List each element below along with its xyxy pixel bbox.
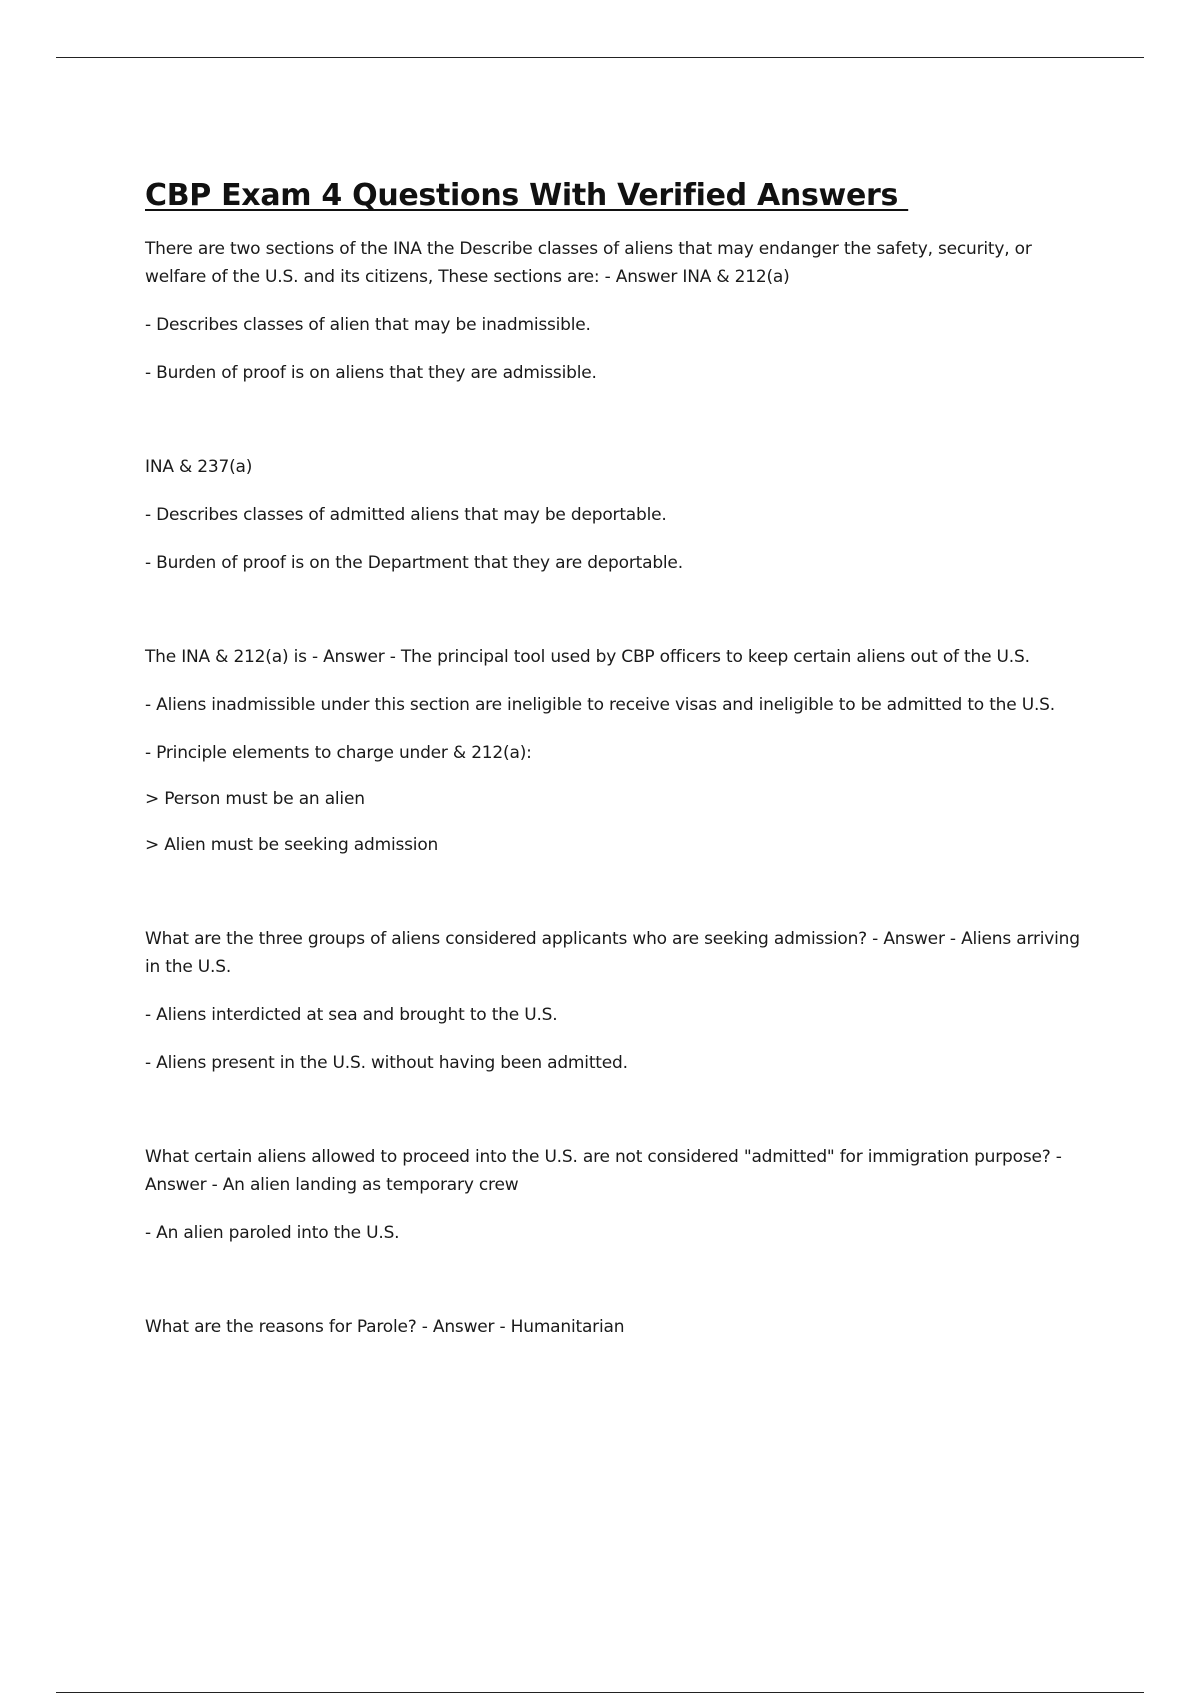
page-top-rule xyxy=(56,57,1144,58)
answer-bullet: > Person must be an alien xyxy=(145,789,365,809)
answer-bullet: - Describes classes of alien that may be inadmissible. xyxy=(145,315,591,335)
question-paragraph: What are the reasons for Parole? - Answer - Humanitarian xyxy=(145,1317,625,1337)
document-title: CBP Exam 4 Questions With Verified Answers xyxy=(145,178,909,213)
question-paragraph: What are the three groups of aliens considered applicants who are seeking admission? - Answer - Aliens arriving in the U.S. xyxy=(145,929,1080,977)
answer-bullet: - An alien paroled into the U.S. xyxy=(145,1223,400,1243)
question-paragraph: What certain aliens allowed to proceed into the U.S. are not considered "admitted" for immigration purpose? - Answer - An alien landing as temporary crew xyxy=(145,1147,1062,1195)
answer-bullet: > Alien must be seeking admission xyxy=(145,835,439,855)
document-body xyxy=(145,178,1085,1361)
answer-bullet: - Aliens present in the U.S. without having been admitted. xyxy=(145,1053,628,1073)
question-paragraph: There are two sections of the INA the Describe classes of aliens that may endanger the safety, security, or welfare of the U.S. and its citizens, These sections are: - Answer INA & 212(a) xyxy=(145,239,1032,287)
answer-bullet: - Burden of proof is on aliens that they are admissible. xyxy=(145,363,597,383)
answer-subheading: INA & 237(a) xyxy=(145,457,253,477)
page-bottom-rule xyxy=(56,1692,1144,1693)
answer-bullet: - Describes classes of admitted aliens that may be deportable. xyxy=(145,505,667,525)
answer-bullet: - Aliens inadmissible under this section are ineligible to receive visas and ineligible to be admitted to the U.S. xyxy=(145,695,1055,715)
answer-bullet: - Burden of proof is on the Department that they are deportable. xyxy=(145,553,683,573)
answer-bullet: - Principle elements to charge under & 212(a): xyxy=(145,743,532,763)
answer-bullet: - Aliens interdicted at sea and brought to the U.S. xyxy=(145,1005,558,1025)
question-paragraph: The INA & 212(a) is - Answer - The principal tool used by CBP officers to keep certain aliens out of the U.S. xyxy=(145,647,1030,667)
